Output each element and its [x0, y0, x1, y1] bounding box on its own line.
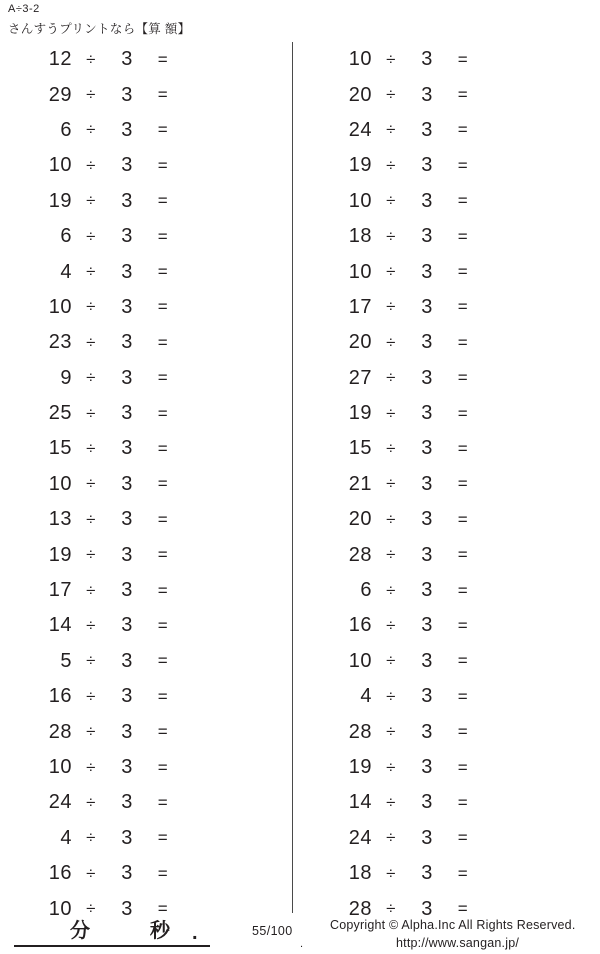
dividend: 23 [48, 331, 72, 354]
equals-sign: = [457, 155, 469, 175]
time-record-area [14, 912, 224, 948]
divisor: 3 [421, 472, 433, 495]
problem-row [0, 325, 290, 360]
dividend: 29 [48, 83, 72, 106]
problem-row [0, 502, 290, 537]
dividend: 15 [48, 437, 72, 460]
division-operator: ÷ [386, 686, 396, 706]
worksheet-title: さんすうプリントなら【算 額】 [8, 22, 191, 36]
divisor: 3 [121, 543, 133, 566]
equals-sign: = [157, 509, 169, 529]
dividend: 20 [348, 83, 372, 106]
equals-sign: = [157, 120, 169, 140]
equals-sign: = [157, 545, 169, 565]
divisor: 3 [421, 48, 433, 71]
equals-sign: = [157, 651, 169, 671]
dividend: 16 [48, 685, 72, 708]
problem-row [300, 254, 590, 289]
division-operator: ÷ [86, 49, 96, 69]
divisor: 3 [121, 614, 133, 637]
division-operator: ÷ [86, 474, 96, 494]
division-operator: ÷ [386, 191, 396, 211]
division-operator: ÷ [86, 438, 96, 458]
divisor: 3 [421, 366, 433, 389]
dividend: 10 [348, 189, 372, 212]
division-operator: ÷ [386, 332, 396, 352]
divisor: 3 [421, 543, 433, 566]
divisor: 3 [121, 897, 133, 920]
problem-row [300, 396, 590, 431]
problem-row [0, 679, 290, 714]
problem-row [300, 290, 590, 325]
problem-row [0, 254, 290, 289]
equals-sign: = [457, 792, 469, 812]
divisor: 3 [121, 154, 133, 177]
divisor: 3 [121, 225, 133, 248]
divisor: 3 [421, 862, 433, 885]
division-operator: ÷ [86, 403, 96, 423]
time-underline [14, 945, 210, 947]
division-operator: ÷ [86, 332, 96, 352]
division-operator: ÷ [386, 863, 396, 883]
problem-row [0, 467, 290, 502]
page-dot-mark: . [300, 938, 304, 950]
equals-sign: = [457, 262, 469, 282]
division-operator: ÷ [386, 85, 396, 105]
divisor: 3 [121, 862, 133, 885]
division-operator: ÷ [386, 226, 396, 246]
equals-sign: = [157, 368, 169, 388]
equals-sign: = [457, 686, 469, 706]
equals-sign: = [157, 828, 169, 848]
divisor: 3 [121, 756, 133, 778]
divisor: 3 [121, 826, 133, 849]
problem-row [300, 113, 590, 148]
division-operator: ÷ [386, 155, 396, 175]
equals-sign: = [457, 368, 469, 388]
divisor: 3 [421, 791, 433, 814]
page-number: 55/100 [252, 924, 293, 938]
worksheet-code: A÷3-2 [8, 3, 40, 15]
division-operator: ÷ [86, 722, 96, 742]
divisor: 3 [421, 756, 433, 778]
problem-row [0, 184, 290, 219]
problem-column-left [0, 42, 290, 927]
dividend: 19 [348, 756, 372, 778]
equals-sign: = [457, 580, 469, 600]
problem-row [300, 679, 590, 714]
dividend: 10 [348, 649, 372, 672]
division-operator: ÷ [86, 226, 96, 246]
division-operator: ÷ [86, 262, 96, 282]
dividend: 6 [360, 579, 372, 602]
division-operator: ÷ [386, 474, 396, 494]
equals-sign: = [457, 49, 469, 69]
division-operator: ÷ [86, 863, 96, 883]
problem-row [0, 431, 290, 466]
divisor: 3 [121, 366, 133, 389]
divisor: 3 [421, 897, 433, 920]
division-operator: ÷ [86, 757, 96, 777]
equals-sign: = [457, 863, 469, 883]
dividend: 28 [348, 543, 372, 566]
division-operator: ÷ [386, 580, 396, 600]
divisor: 3 [121, 118, 133, 141]
dividend: 18 [348, 862, 372, 885]
equals-sign: = [157, 899, 169, 919]
problem-row [0, 42, 290, 77]
dividend: 20 [348, 331, 372, 354]
problem-row [0, 77, 290, 112]
dividend: 18 [348, 225, 372, 248]
divisor: 3 [421, 118, 433, 141]
problem-row [0, 361, 290, 396]
problem-row [300, 42, 590, 77]
equals-sign: = [157, 757, 169, 777]
division-operator: ÷ [86, 545, 96, 565]
divisor: 3 [421, 649, 433, 672]
website-url[interactable]: http://www.sangan.jp/ [396, 936, 520, 950]
dividend: 9 [60, 366, 72, 389]
problem-row [0, 608, 290, 643]
dividend: 4 [60, 826, 72, 849]
equals-sign: = [457, 722, 469, 742]
divisor: 3 [121, 508, 133, 531]
problem-row [0, 714, 290, 749]
divisor: 3 [121, 402, 133, 425]
division-operator: ÷ [86, 828, 96, 848]
division-operator: ÷ [386, 403, 396, 423]
division-operator: ÷ [386, 509, 396, 529]
equals-sign: = [457, 757, 469, 777]
division-operator: ÷ [86, 368, 96, 388]
equals-sign: = [457, 615, 469, 635]
problem-row [0, 785, 290, 820]
division-operator: ÷ [86, 686, 96, 706]
division-operator: ÷ [386, 262, 396, 282]
equals-sign: = [157, 863, 169, 883]
divisor: 3 [121, 83, 133, 106]
equals-sign: = [457, 120, 469, 140]
problem-row [0, 573, 290, 608]
divisor: 3 [421, 614, 433, 637]
divisor: 3 [421, 295, 433, 318]
divisor: 3 [421, 225, 433, 248]
dividend: 27 [348, 366, 372, 389]
division-operator: ÷ [86, 85, 96, 105]
dividend: 6 [60, 118, 72, 141]
problem-row [0, 219, 290, 254]
problem-row [300, 325, 590, 360]
division-operator: ÷ [386, 828, 396, 848]
division-operator: ÷ [386, 722, 396, 742]
division-operator: ÷ [386, 368, 396, 388]
dividend: 10 [48, 154, 72, 177]
problem-row [300, 467, 590, 502]
problem-row [0, 750, 290, 785]
divisor: 3 [421, 154, 433, 177]
dividend: 16 [48, 862, 72, 885]
division-operator: ÷ [386, 615, 396, 635]
dividend: 24 [48, 791, 72, 814]
equals-sign: = [457, 899, 469, 919]
division-operator: ÷ [386, 792, 396, 812]
dividend: 5 [60, 649, 72, 672]
divisor: 3 [421, 189, 433, 212]
dividend: 19 [348, 402, 372, 425]
divisor: 3 [421, 260, 433, 283]
dividend: 21 [348, 472, 372, 495]
divisor: 3 [421, 437, 433, 460]
dividend: 10 [48, 295, 72, 318]
dividend: 15 [348, 437, 372, 460]
equals-sign: = [157, 332, 169, 352]
problem-row [300, 361, 590, 396]
division-operator: ÷ [386, 438, 396, 458]
division-operator: ÷ [86, 155, 96, 175]
dividend: 4 [60, 260, 72, 283]
equals-sign: = [457, 191, 469, 211]
problem-row [0, 644, 290, 679]
division-operator: ÷ [86, 509, 96, 529]
divisor: 3 [121, 579, 133, 602]
equals-sign: = [157, 615, 169, 635]
problem-row [300, 821, 590, 856]
division-operator: ÷ [86, 297, 96, 317]
equals-sign: = [157, 226, 169, 246]
dividend: 4 [360, 685, 372, 708]
dividend: 20 [348, 508, 372, 531]
divisor: 3 [421, 685, 433, 708]
divisor: 3 [421, 579, 433, 602]
divisor: 3 [421, 508, 433, 531]
divisor: 3 [121, 331, 133, 354]
dividend: 17 [48, 579, 72, 602]
divisor: 3 [121, 649, 133, 672]
dividend: 25 [48, 402, 72, 425]
problem-row [300, 184, 590, 219]
seconds-label: 秒 [150, 920, 170, 942]
problem-row [300, 431, 590, 466]
equals-sign: = [157, 191, 169, 211]
problem-row [300, 785, 590, 820]
dividend: 13 [48, 508, 72, 531]
equals-sign: = [157, 403, 169, 423]
division-operator: ÷ [86, 580, 96, 600]
division-operator: ÷ [386, 899, 396, 919]
equals-sign: = [157, 85, 169, 105]
problem-row [300, 77, 590, 112]
division-operator: ÷ [386, 297, 396, 317]
equals-sign: = [457, 651, 469, 671]
divisor: 3 [121, 720, 133, 743]
divisor: 3 [121, 685, 133, 708]
problem-row [0, 856, 290, 891]
dividend: 10 [48, 472, 72, 495]
dividend: 28 [348, 897, 372, 920]
problem-row [300, 608, 590, 643]
equals-sign: = [457, 226, 469, 246]
divisor: 3 [121, 260, 133, 283]
divisor: 3 [421, 402, 433, 425]
problem-row [0, 148, 290, 183]
dividend: 28 [348, 720, 372, 743]
dividend: 28 [48, 720, 72, 743]
dividend: 19 [348, 154, 372, 177]
division-operator: ÷ [86, 120, 96, 140]
equals-sign: = [457, 545, 469, 565]
division-operator: ÷ [386, 757, 396, 777]
copyright-text: Copyright © Alpha.Inc All Rights Reserved. [330, 918, 576, 932]
equals-sign: = [457, 438, 469, 458]
equals-sign: = [457, 474, 469, 494]
equals-sign: = [457, 297, 469, 317]
equals-sign: = [457, 85, 469, 105]
problem-row [0, 290, 290, 325]
dividend: 19 [48, 543, 72, 566]
divisor: 3 [421, 826, 433, 849]
division-operator: ÷ [386, 49, 396, 69]
division-operator: ÷ [86, 899, 96, 919]
column-divider [292, 42, 293, 913]
division-operator: ÷ [86, 651, 96, 671]
divisor: 3 [421, 720, 433, 743]
equals-sign: = [157, 722, 169, 742]
problem-row [300, 714, 590, 749]
problem-row [0, 113, 290, 148]
equals-sign: = [157, 686, 169, 706]
divisor: 3 [121, 295, 133, 318]
dividend: 10 [48, 756, 72, 778]
dividend: 10 [348, 48, 372, 71]
problem-column-right [300, 42, 590, 927]
dividend: 19 [48, 189, 72, 212]
dividend: 10 [48, 897, 72, 920]
problem-row [0, 537, 290, 572]
problem-row [0, 821, 290, 856]
divisor: 3 [421, 83, 433, 106]
equals-sign: = [457, 509, 469, 529]
problem-row [300, 750, 590, 785]
equals-sign: = [457, 828, 469, 848]
dividend: 24 [348, 826, 372, 849]
division-operator: ÷ [86, 792, 96, 812]
equals-sign: = [457, 403, 469, 423]
equals-sign: = [157, 297, 169, 317]
dividend: 24 [348, 118, 372, 141]
equals-sign: = [157, 474, 169, 494]
problem-row [300, 219, 590, 254]
dividend: 14 [48, 614, 72, 637]
problem-row [300, 644, 590, 679]
divisor: 3 [121, 472, 133, 495]
divisor: 3 [121, 437, 133, 460]
divisor: 3 [121, 791, 133, 814]
division-operator: ÷ [386, 651, 396, 671]
divisor: 3 [421, 331, 433, 354]
divisor: 3 [121, 48, 133, 71]
dividend: 14 [348, 791, 372, 814]
problem-row [300, 148, 590, 183]
equals-sign: = [457, 332, 469, 352]
division-operator: ÷ [86, 615, 96, 635]
equals-sign: = [157, 580, 169, 600]
dividend: 10 [348, 260, 372, 283]
equals-sign: = [157, 262, 169, 282]
problem-row [300, 573, 590, 608]
minutes-label: 分 [70, 920, 90, 942]
problem-row [300, 856, 590, 891]
problem-row [300, 537, 590, 572]
problem-row [0, 396, 290, 431]
dividend: 6 [60, 225, 72, 248]
equals-sign: = [157, 438, 169, 458]
division-operator: ÷ [386, 545, 396, 565]
dividend: 17 [348, 295, 372, 318]
division-operator: ÷ [86, 191, 96, 211]
dividend: 16 [348, 614, 372, 637]
equals-sign: = [157, 49, 169, 69]
division-operator: ÷ [386, 120, 396, 140]
period-mark: . [192, 922, 198, 944]
dividend: 12 [48, 48, 72, 71]
equals-sign: = [157, 792, 169, 812]
problem-row [300, 502, 590, 537]
divisor: 3 [121, 189, 133, 212]
equals-sign: = [157, 155, 169, 175]
